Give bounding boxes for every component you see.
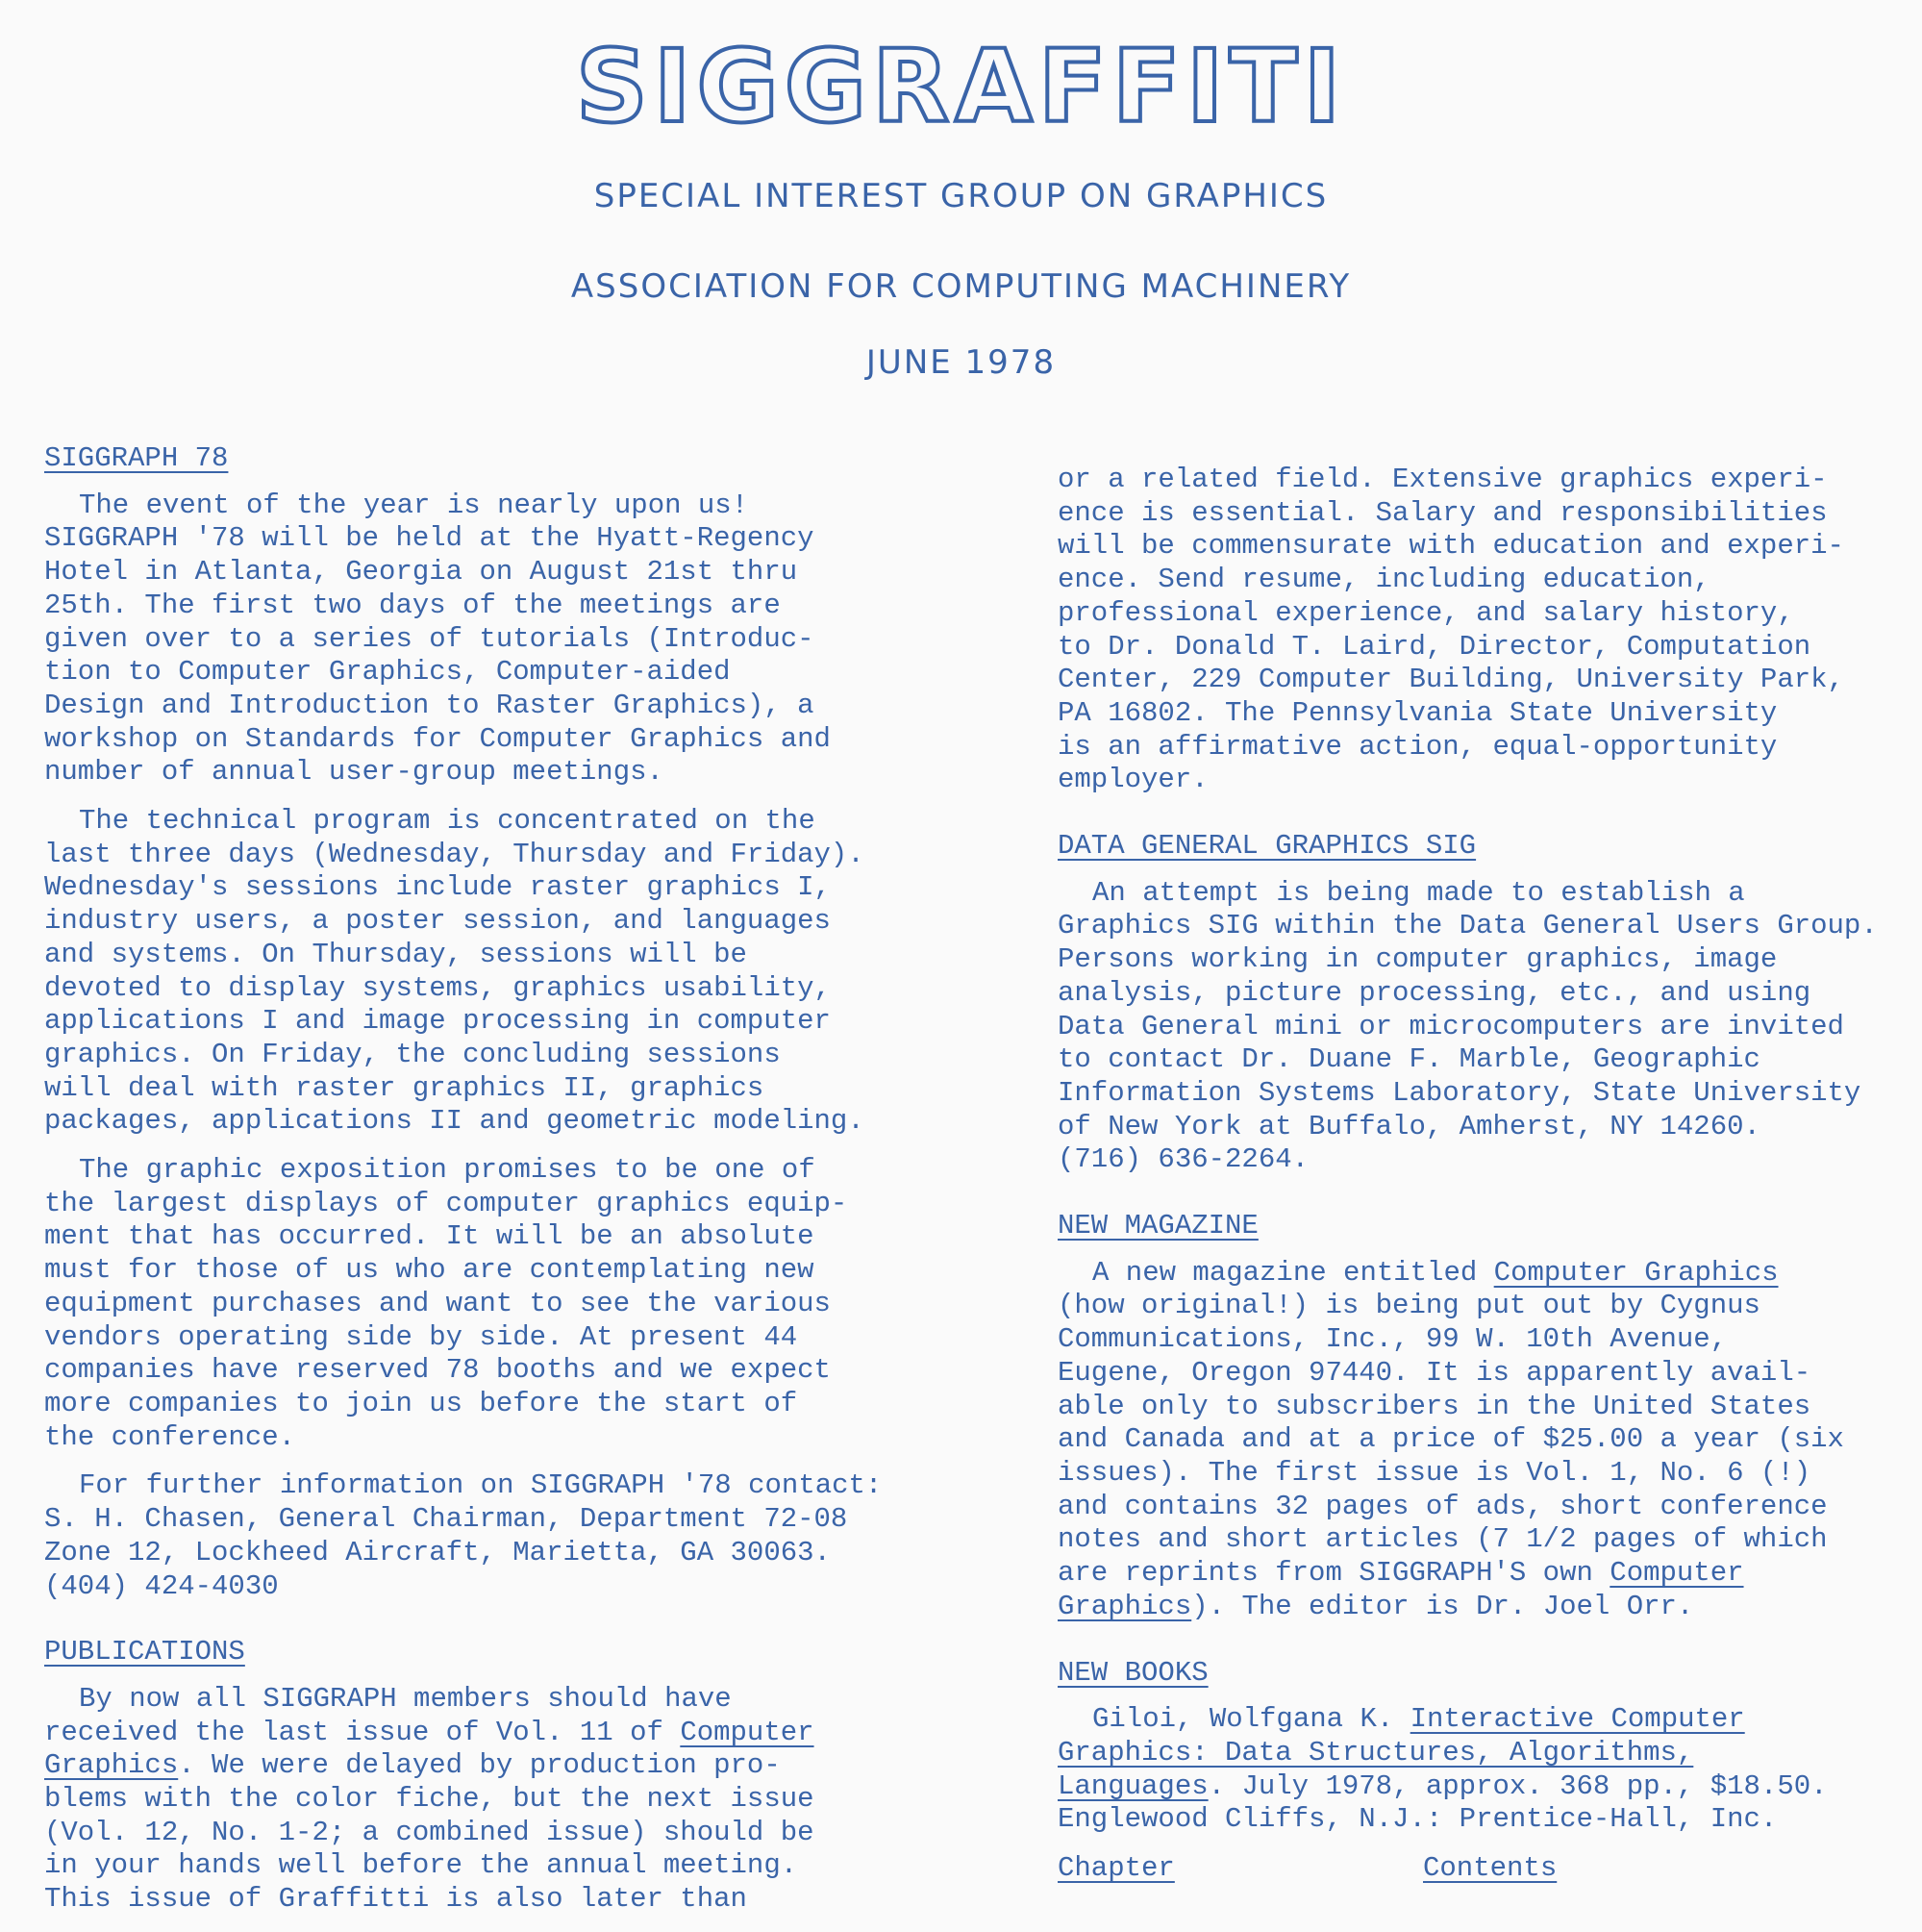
text-segment: By now all SIGGRAPH members should have received the last issue of Vol. 11 of xyxy=(44,1682,732,1748)
book-contents-table-header xyxy=(1058,1852,1904,1886)
title-computer-graphics: Computer Graphics xyxy=(1493,1256,1779,1289)
paragraph-new-magazine xyxy=(1058,1257,1904,1624)
text-segment: . July 1978, approx. 368 pp., $18.50. Englewood Cliffs, N.J.: Prentice-Hall, Inc. xyxy=(1058,1769,1828,1836)
text-segment: ). The editor is Dr. Joel Orr. xyxy=(1191,1590,1694,1622)
masthead-date: JUNE 1978 xyxy=(865,343,1057,382)
column-chapter: Chapter xyxy=(1058,1852,1175,1885)
masthead xyxy=(0,29,1922,144)
paragraph-data-general: An attempt is being made to establish a Graphics SIG within the Data General Users Group. Persons working in computer graphics, image analysis, picture processing, etc., and using Data General mini or microcomputers are invited to contact Dr. Duane F. Marble, Geographic Information Systems Laboratory, State University of New York at Buffalo, Amherst, NY 14260. (716) 636-2264. xyxy=(1058,876,1878,1176)
left-column xyxy=(44,442,890,1932)
paragraph-contact-info: For further information on SIGGRAPH '78 contact: S. H. Chasen, General Chairman, Department 72-08 Zone 12, Lockheed Aircraft, Marietta, GA 30063. (404) 424-4030 xyxy=(44,1469,883,1602)
paragraph-technical-program: The technical program is concentrated on the last three days (Wednesday, Thursday and Friday). Wednesday's sessions include raster graphics I, industry users, a poster session, and languages and systems. On Thursday, sessions will be devoted to display systems, graphics usability, applications I and image processing in computer graphics. On Friday, the concluding sessions will deal with raster graphics II, graphics packages, applications II and geometric modeling. xyxy=(44,805,864,1138)
title-computer-graphics: Computer Graphics xyxy=(44,1716,814,1782)
text-segment: Giloi, Wolfgana K. xyxy=(1092,1703,1410,1736)
title-interactive-computer-graphics: Interactive Computer Graphics: Data Structures, Algorithms, Languages xyxy=(1058,1703,1745,1802)
column-contents: Contents xyxy=(1423,1852,1558,1885)
title-computer-graphics: Computer Graphics xyxy=(1058,1557,1744,1622)
masthead-sig-line: SPECIAL INTEREST GROUP ON GRAPHICS xyxy=(593,177,1329,215)
heading-siggraph-78: SIGGRAPH 78 xyxy=(44,442,229,474)
text-segment: (how original!) is being put out by Cygnus Communications, Inc., 99 W. 10th Avenue, Eugene, Oregon 97440. It is apparently avail- able only to subscribers in the United States and Canada and at a price of $25.00 a year (six issues). The first issue is Vol. 1, No. 6 (!) and contains 32 pages of ads, short conference notes and short articles (7 1/2 pages of which are reprints from SIGGRAPH'S own xyxy=(1058,1290,1844,1590)
masthead-acm-line: ASSOCIATION FOR COMPUTING MACHINERY xyxy=(570,267,1352,306)
paragraph-job-ad-continued: or a related field. Extensive graphics experi- ence is essential. Salary and responsibilities will be commensurate with education and experi- ence. Send resume, including education, professional experience, and salary history, to Dr. Donald T. Laird, Director, Computation Center, 229 Computer Building, University Park, PA 16802. The Pennsylvania State University is an affirmative action, equal-opportunity employer. xyxy=(1058,464,1844,796)
text-segment: . We were delayed by production pro- blems with the color fiche, but the next issue (Vol. 12, No. 1-2; a combined issue) should be in your hands well before the annual meeting. This issue of Graffitti is also later than xyxy=(44,1749,814,1916)
text-segment: A new magazine entitled xyxy=(1092,1256,1494,1289)
paragraph-new-books xyxy=(1058,1703,1904,1837)
heading-new-magazine: NEW MAGAZINE xyxy=(1058,1210,1259,1242)
heading-publications: PUBLICATIONS xyxy=(44,1636,245,1669)
heading-new-books: NEW BOOKS xyxy=(1058,1656,1209,1689)
paragraph-siggraph-intro: The event of the year is nearly upon us! SIGGRAPH '78 will be held at the Hyatt-Regency Hotel in Atlanta, Georgia on August 21st thru 25th. The first two days of the meetings are given over to a series of tutorials (Introduc- tion to Computer Graphics, Computer-aided Design and Introduction to Raster Graphics), a workshop on Standards for Computer Graphics and number of annual user-group meetings. xyxy=(44,489,831,789)
right-column xyxy=(1058,464,1904,1886)
heading-data-general-sig: DATA GENERAL GRAPHICS SIG xyxy=(1058,830,1477,863)
siggraffiti-logo: SIGGRAFFITI xyxy=(575,28,1347,145)
paragraph-graphic-exposition: The graphic exposition promises to be one of the largest displays of computer graphics equip- ment that has occurred. It will be an absolute must for those of us who are contemplating new equipment purchases and want to see the various vendors operating side by side. At present 44 companies have reserved 78 booths and we expect more companies to join us before the start of the conference. xyxy=(44,1154,848,1453)
paragraph-publications xyxy=(44,1683,890,1917)
